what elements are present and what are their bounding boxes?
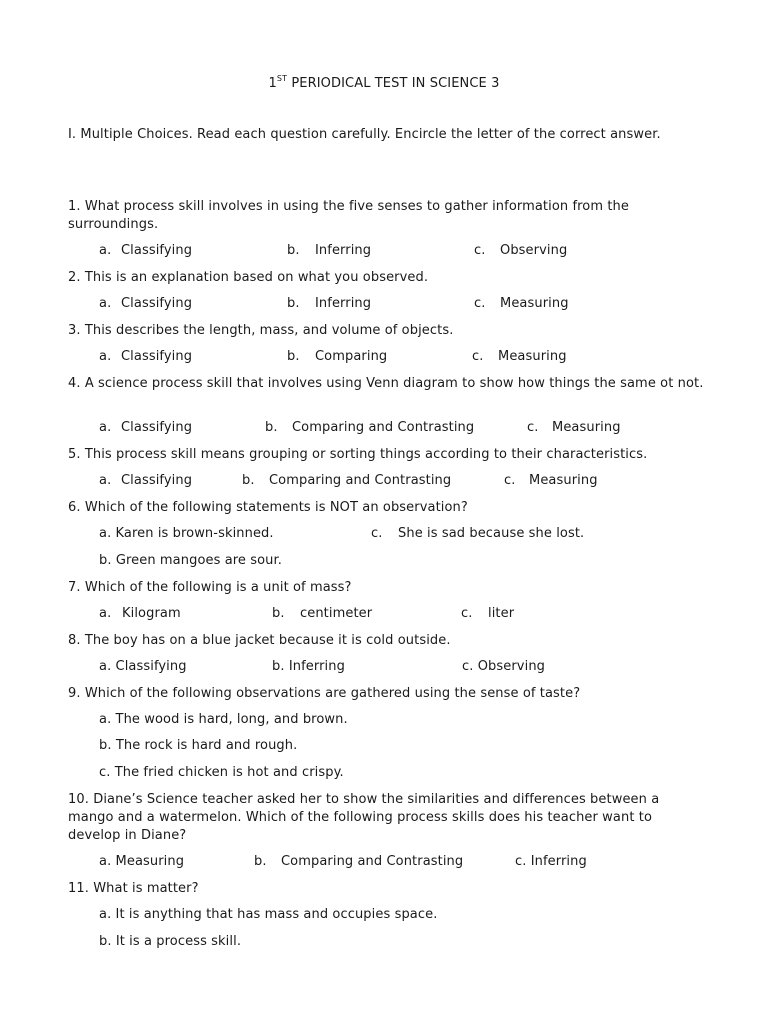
question-1: 1. What process skill involves in using the five senses to gather information from the surroundings. (68, 199, 629, 232)
question-7: 7. Which of the following is a unit of mass? (68, 580, 352, 595)
q5-option-b: b. Comparing and Contrasting (242, 473, 452, 488)
q1-option-a: a. Classifying (99, 243, 193, 258)
q8-option-c: c. Observing (462, 659, 546, 674)
q9-option-a: a. The wood is hard, long, and brown. (99, 712, 348, 727)
q5-option-a: a. Classifying (99, 473, 193, 488)
title-text: PERIODICAL TEST IN SCIENCE 3 (287, 76, 500, 91)
q3-option-c: c. Measuring (472, 349, 567, 364)
q8-option-b: b. Inferring (272, 659, 345, 674)
q11-option-a: a. It is anything that has mass and occupies space. (99, 907, 438, 922)
question-9: 9. Which of the following observations are gathered using the sense of taste? (68, 686, 581, 701)
q10-option-b: b. Comparing and Contrasting (254, 854, 464, 869)
q5-option-c: c. Measuring (504, 473, 598, 488)
question-5: 5. This process skill means grouping or sorting things according to their characteristics. (68, 447, 648, 462)
q4-option-a: a. Classifying (99, 420, 193, 435)
q6-option-b: b. Green mangoes are sour. (99, 553, 283, 568)
q2-option-c: c. Measuring (474, 296, 569, 311)
q2-option-b: b. Inferring (287, 296, 372, 311)
q9-option-c: c. The fried chicken is hot and crispy. (99, 765, 344, 780)
question-10: 10. Diane’s Science teacher asked her to show the similarities and differences between a mango and a watermelon. Which of the following process skills does his teacher want to develop in Diane? (68, 792, 660, 843)
q10-option-c: c. Inferring (515, 854, 587, 869)
q1-option-b: b. Inferring (287, 243, 372, 258)
q6-option-a: a. Karen is brown-skinned. (99, 526, 274, 541)
question-3: 3. This describes the length, mass, and volume of objects. (68, 323, 454, 338)
test-title (0, 74, 768, 91)
q4-option-b: b. Comparing and Contrasting (265, 420, 475, 435)
q10-option-a: a. Measuring (99, 854, 185, 869)
title-superscript: ST (276, 74, 288, 83)
q4-option-c: c. Measuring (527, 420, 621, 435)
q8-option-a: a. Classifying (99, 659, 187, 674)
title-number: 1 (268, 76, 277, 91)
question-8: 8. The boy has on a blue jacket because it is cold outside. (68, 633, 451, 648)
q7-option-b: b. centimeter (272, 606, 373, 621)
instructions: I. Multiple Choices. Read each question carefully. Encircle the letter of the correct answer. (68, 127, 661, 142)
q3-option-a: a. Classifying (99, 349, 193, 364)
q9-option-b: b. The rock is hard and rough. (99, 738, 298, 753)
q7-option-a: a. Kilogram (99, 606, 181, 621)
q2-option-a: a. Classifying (99, 296, 193, 311)
question-6: 6. Which of the following statements is NOT an observation? (68, 500, 468, 515)
question-11: 11. What is matter? (68, 881, 199, 896)
question-2: 2. This is an explanation based on what you observed. (68, 270, 429, 285)
q3-option-b: b. Comparing (287, 349, 388, 364)
q11-option-b: b. It is a process skill. (99, 934, 242, 949)
q6-option-c: c. She is sad because she lost. (371, 526, 585, 541)
question-4: 4. A science process skill that involves using Venn diagram to show how things the same ot not. (68, 376, 704, 391)
q1-option-c: c. Observing (474, 243, 568, 258)
q7-option-c: c. liter (461, 606, 515, 621)
